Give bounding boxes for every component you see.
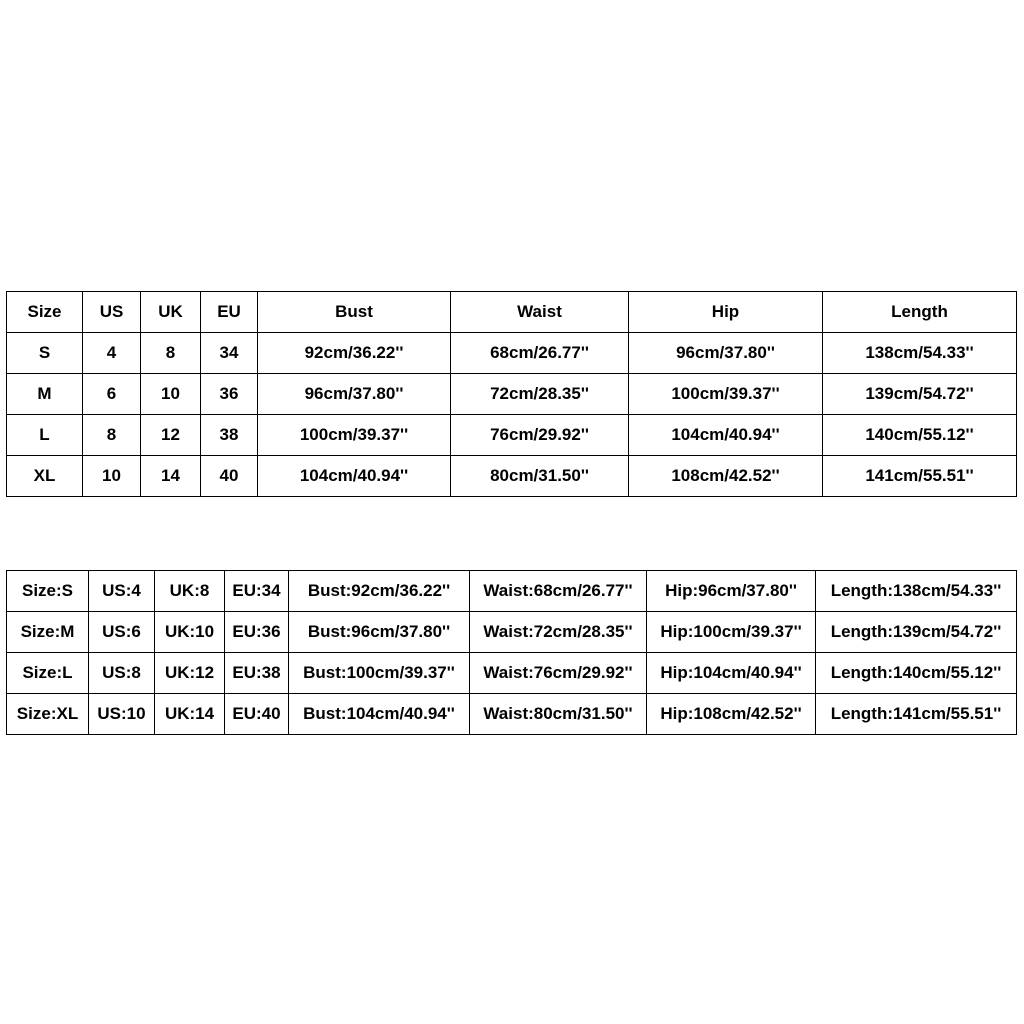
table-cell: 141cm/55.51''	[823, 456, 1017, 497]
table-cell: 8	[141, 333, 201, 374]
table-cell: 80cm/31.50''	[451, 456, 629, 497]
table-cell: 14	[141, 456, 201, 497]
table-cell: Waist:68cm/26.77''	[470, 571, 647, 612]
table-cell: 100cm/39.37''	[258, 415, 451, 456]
header-cell: Bust	[258, 292, 451, 333]
table-cell: Size:S	[7, 571, 89, 612]
table-header-row	[7, 292, 1017, 333]
table-cell: EU:40	[225, 694, 289, 735]
table-cell: Hip:104cm/40.94''	[647, 653, 816, 694]
table-cell: 8	[83, 415, 141, 456]
table-row	[7, 653, 1017, 694]
table-cell: 100cm/39.37''	[629, 374, 823, 415]
table-cell: UK:10	[155, 612, 225, 653]
table-cell: L	[7, 415, 83, 456]
table-cell: XL	[7, 456, 83, 497]
table-cell: 104cm/40.94''	[258, 456, 451, 497]
table-cell: 92cm/36.22''	[258, 333, 451, 374]
table-cell: 10	[83, 456, 141, 497]
table-cell: UK:12	[155, 653, 225, 694]
header-cell: Waist	[451, 292, 629, 333]
table-cell: Bust:104cm/40.94''	[289, 694, 470, 735]
table-cell: 68cm/26.77''	[451, 333, 629, 374]
header-cell: Hip	[629, 292, 823, 333]
table-cell: UK:14	[155, 694, 225, 735]
table-cell: Hip:100cm/39.37''	[647, 612, 816, 653]
header-cell: Size	[7, 292, 83, 333]
table-cell: 38	[201, 415, 258, 456]
table-cell: S	[7, 333, 83, 374]
header-cell: EU	[201, 292, 258, 333]
table-row	[7, 456, 1017, 497]
table-row	[7, 374, 1017, 415]
table-cell: 96cm/37.80''	[629, 333, 823, 374]
table-cell: 138cm/54.33''	[823, 333, 1017, 374]
table-cell: Waist:80cm/31.50''	[470, 694, 647, 735]
table-row	[7, 694, 1017, 735]
table-row	[7, 333, 1017, 374]
table-cell: Bust:100cm/39.37''	[289, 653, 470, 694]
table-cell: 104cm/40.94''	[629, 415, 823, 456]
table-cell: 96cm/37.80''	[258, 374, 451, 415]
table-cell: US:8	[89, 653, 155, 694]
table-cell: M	[7, 374, 83, 415]
table-cell: US:6	[89, 612, 155, 653]
table-cell: Length:139cm/54.72''	[816, 612, 1017, 653]
table-row	[7, 571, 1017, 612]
table-cell: 12	[141, 415, 201, 456]
header-cell: UK	[141, 292, 201, 333]
table-cell: 140cm/55.12''	[823, 415, 1017, 456]
table-cell: UK:8	[155, 571, 225, 612]
header-cell: Length	[823, 292, 1017, 333]
table-cell: 139cm/54.72''	[823, 374, 1017, 415]
table-cell: Bust:96cm/37.80''	[289, 612, 470, 653]
size-chart-labeled-table	[6, 570, 1017, 735]
table-cell: EU:38	[225, 653, 289, 694]
table-cell: 108cm/42.52''	[629, 456, 823, 497]
header-cell: US	[83, 292, 141, 333]
table-cell: US:10	[89, 694, 155, 735]
table-cell: 76cm/29.92''	[451, 415, 629, 456]
table-cell: 40	[201, 456, 258, 497]
size-chart-table	[6, 291, 1017, 497]
table-cell: US:4	[89, 571, 155, 612]
table-cell: Size:L	[7, 653, 89, 694]
table-cell: 36	[201, 374, 258, 415]
table-cell: Hip:108cm/42.52''	[647, 694, 816, 735]
table-cell: 4	[83, 333, 141, 374]
table-row	[7, 415, 1017, 456]
table-cell: Size:M	[7, 612, 89, 653]
table-cell: Size:XL	[7, 694, 89, 735]
table-cell: 6	[83, 374, 141, 415]
table-cell: Length:138cm/54.33''	[816, 571, 1017, 612]
table-row	[7, 612, 1017, 653]
table-cell: 34	[201, 333, 258, 374]
table-cell: EU:34	[225, 571, 289, 612]
table-cell: Length:140cm/55.12''	[816, 653, 1017, 694]
table-cell: Hip:96cm/37.80''	[647, 571, 816, 612]
table-cell: Length:141cm/55.51''	[816, 694, 1017, 735]
table-cell: EU:36	[225, 612, 289, 653]
table-cell: 10	[141, 374, 201, 415]
table-cell: Bust:92cm/36.22''	[289, 571, 470, 612]
table-cell: 72cm/28.35''	[451, 374, 629, 415]
table-cell: Waist:76cm/29.92''	[470, 653, 647, 694]
table-cell: Waist:72cm/28.35''	[470, 612, 647, 653]
